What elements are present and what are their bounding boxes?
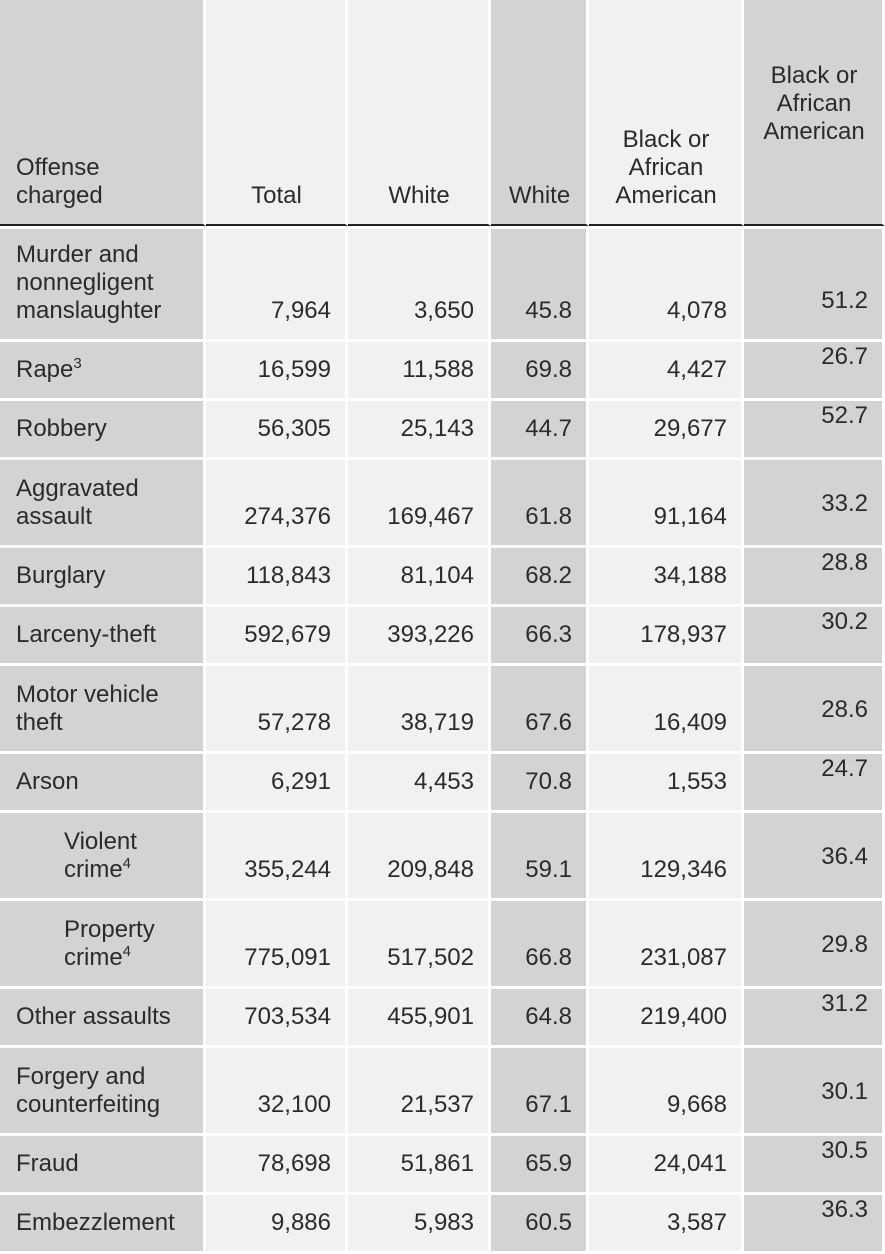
black-percent-cell-text: 52.7 <box>821 402 868 429</box>
offense-cell <box>0 813 206 901</box>
black-percent-cell <box>744 1048 885 1136</box>
total-cell <box>206 401 348 460</box>
black-count-cell <box>589 342 744 401</box>
white-percent-cell-text: 60.5 <box>525 1209 572 1236</box>
offense-cell-text: Other assaults <box>16 1003 171 1030</box>
black-percent-cell-text: 30.2 <box>821 608 868 635</box>
offense-cell-text: Rape <box>16 356 74 383</box>
black-percent-cell-text: 51.2 <box>821 287 868 314</box>
black-count-cell <box>589 1136 744 1195</box>
table-row <box>0 989 885 1048</box>
white-percent-cell <box>491 401 589 460</box>
black-percent-cell <box>744 1136 885 1195</box>
table-row <box>0 548 885 607</box>
total-cell-text: 78,698 <box>257 1150 331 1177</box>
total-cell <box>206 813 348 901</box>
total-cell-text: 56,305 <box>257 415 331 442</box>
table-row <box>0 666 885 754</box>
white-count-cell-text: 169,467 <box>387 503 474 530</box>
white-percent-cell <box>491 548 589 607</box>
total-cell-text: 16,599 <box>257 356 331 383</box>
total-cell <box>206 342 348 401</box>
black-count-cell <box>589 607 744 666</box>
black-percent-cell <box>744 401 885 460</box>
black-percent-cell-text: 36.4 <box>821 843 868 870</box>
header-row <box>0 0 885 226</box>
total-cell <box>206 1048 348 1136</box>
table-row <box>0 460 885 548</box>
black-percent-cell <box>744 226 885 342</box>
offense-cell-text: Embezzlement <box>16 1209 175 1236</box>
offense-cell <box>0 607 206 666</box>
total-cell <box>206 754 348 813</box>
black-percent-cell <box>744 342 885 401</box>
black-percent-cell <box>744 813 885 901</box>
white-percent-cell-text: 66.3 <box>525 621 572 648</box>
header-total: Total <box>206 0 348 226</box>
white-count-cell-text: 51,861 <box>400 1150 474 1177</box>
table-row <box>0 342 885 401</box>
table-row <box>0 1136 885 1195</box>
footnote-marker: 3 <box>73 355 82 372</box>
black-count-cell <box>589 901 744 989</box>
offense-cell-text: Motor vehicle theft <box>16 681 159 736</box>
offense-cell-text: Arson <box>16 768 79 795</box>
black-percent-cell <box>744 989 885 1048</box>
white-count-cell <box>348 607 491 666</box>
offense-cell-text: Fraud <box>16 1150 79 1177</box>
white-count-cell-text: 517,502 <box>387 944 474 971</box>
offense-cell <box>0 460 206 548</box>
white-percent-cell-text: 69.8 <box>525 356 572 383</box>
white-count-cell <box>348 754 491 813</box>
black-percent-cell <box>744 754 885 813</box>
black-count-cell <box>589 666 744 754</box>
white-count-cell <box>348 460 491 548</box>
white-percent-cell-text: 66.8 <box>525 944 572 971</box>
white-count-cell-text: 11,588 <box>402 356 474 383</box>
offense-cell <box>0 1048 206 1136</box>
black-count-cell-text: 4,427 <box>666 356 727 383</box>
black-percent-cell <box>744 901 885 989</box>
white-percent-cell-text: 64.8 <box>525 1003 572 1030</box>
black-percent-cell-text: 30.5 <box>821 1137 868 1164</box>
black-percent-cell <box>744 607 885 666</box>
total-cell <box>206 460 348 548</box>
table-row <box>0 754 885 813</box>
table-row <box>0 1048 885 1136</box>
offense-cell-text: Larceny-theft <box>16 621 157 648</box>
black-count-cell-text: 178,937 <box>640 621 727 648</box>
white-percent-cell-text: 67.1 <box>525 1091 572 1118</box>
white-count-cell <box>348 1195 491 1254</box>
total-cell-text: 7,964 <box>270 297 331 324</box>
white-count-cell-text: 5,983 <box>413 1209 474 1236</box>
black-percent-cell-text: 33.2 <box>821 490 868 517</box>
white-percent-cell <box>491 1195 589 1254</box>
offense-cell <box>0 1195 206 1254</box>
white-count-cell <box>348 401 491 460</box>
total-cell-text: 6,291 <box>270 768 331 795</box>
white-percent-cell <box>491 1136 589 1195</box>
black-percent-cell-text: 36.3 <box>821 1196 868 1223</box>
white-percent-cell-text: 45.8 <box>525 297 572 324</box>
offense-cell-text: Property crime <box>64 916 155 971</box>
header-black-count: Black or African American <box>589 0 744 226</box>
black-percent-cell-text: 31.2 <box>821 990 868 1017</box>
offense-cell <box>0 401 206 460</box>
black-count-cell-text: 1,553 <box>666 768 727 795</box>
white-count-cell <box>348 901 491 989</box>
offense-cell-text: Robbery <box>16 415 107 442</box>
white-percent-cell <box>491 901 589 989</box>
white-count-cell-text: 21,537 <box>400 1091 474 1118</box>
total-cell <box>206 226 348 342</box>
white-count-cell <box>348 1136 491 1195</box>
offense-cell-text: Aggravated assault <box>16 475 139 530</box>
footnote-marker: 4 <box>122 855 132 872</box>
white-percent-cell <box>491 460 589 548</box>
offense-cell <box>0 989 206 1048</box>
white-percent-cell <box>491 666 589 754</box>
white-count-cell-text: 455,901 <box>387 1003 474 1030</box>
white-count-cell-text: 393,226 <box>387 621 474 648</box>
white-percent-cell-text: 68.2 <box>525 562 572 589</box>
black-count-cell-text: 231,087 <box>640 944 727 971</box>
white-count-cell <box>348 1048 491 1136</box>
total-cell-text: 32,100 <box>257 1091 331 1118</box>
total-cell-text: 775,091 <box>244 944 331 971</box>
white-percent-cell <box>491 342 589 401</box>
black-count-cell-text: 34,188 <box>653 562 727 589</box>
offense-cell <box>0 901 206 989</box>
white-count-cell-text: 4,453 <box>413 768 474 795</box>
white-count-cell-text: 3,650 <box>413 297 474 324</box>
black-count-cell-text: 3,587 <box>666 1209 727 1236</box>
offense-cell <box>0 226 206 342</box>
black-percent-cell-text: 26.7 <box>821 343 868 370</box>
total-cell <box>206 607 348 666</box>
total-cell-text: 355,244 <box>244 856 331 883</box>
white-count-cell-text: 38,719 <box>400 709 474 736</box>
table-row <box>0 226 885 342</box>
black-percent-cell <box>744 666 885 754</box>
total-cell <box>206 1195 348 1254</box>
total-cell-text: 57,278 <box>257 709 331 736</box>
black-percent-cell-text: 28.8 <box>821 549 868 576</box>
total-cell <box>206 1136 348 1195</box>
white-percent-cell-text: 70.8 <box>525 768 572 795</box>
total-cell <box>206 548 348 607</box>
total-cell-text: 592,679 <box>244 621 331 648</box>
white-count-cell-text: 25,143 <box>400 415 474 442</box>
black-count-cell <box>589 754 744 813</box>
offense-cell <box>0 548 206 607</box>
white-percent-cell-text: 59.1 <box>525 856 572 883</box>
white-count-cell-text: 209,848 <box>387 856 474 883</box>
offense-cell <box>0 754 206 813</box>
white-percent-cell-text: 61.8 <box>525 503 572 530</box>
black-count-cell-text: 219,400 <box>640 1003 727 1030</box>
offense-cell-text: Forgery and counterfeiting <box>16 1063 161 1118</box>
table-row <box>0 901 885 989</box>
total-cell-text: 703,534 <box>244 1003 331 1030</box>
header-white-percent: White <box>491 0 589 226</box>
white-percent-cell-text: 44.7 <box>525 415 572 442</box>
offense-cell-text: Burglary <box>16 562 106 589</box>
offense-cell-text: Murder and nonnegligent manslaughter <box>16 241 162 324</box>
offense-cell <box>0 1136 206 1195</box>
black-percent-cell-text: 24.7 <box>821 755 868 782</box>
black-count-cell-text: 91,164 <box>653 503 727 530</box>
black-percent-cell-text: 29.8 <box>821 931 868 958</box>
total-cell <box>206 901 348 989</box>
white-percent-cell <box>491 989 589 1048</box>
black-count-cell <box>589 813 744 901</box>
black-percent-cell <box>744 548 885 607</box>
black-count-cell <box>589 401 744 460</box>
table-row <box>0 1195 885 1254</box>
white-count-cell <box>348 989 491 1048</box>
black-percent-cell-text: 28.6 <box>821 696 868 723</box>
total-cell-text: 274,376 <box>244 503 331 530</box>
black-count-cell <box>589 1048 744 1136</box>
black-count-cell-text: 129,346 <box>640 856 727 883</box>
black-count-cell <box>589 989 744 1048</box>
black-count-cell-text: 16,409 <box>653 709 727 736</box>
header-white-count: White <box>348 0 491 226</box>
black-count-cell <box>589 460 744 548</box>
total-cell-text: 118,843 <box>246 562 331 589</box>
black-count-cell-text: 24,041 <box>653 1150 727 1177</box>
white-count-cell <box>348 548 491 607</box>
total-cell <box>206 989 348 1048</box>
white-count-cell-text: 81,104 <box>400 562 474 589</box>
black-percent-cell-text: 30.1 <box>821 1078 868 1105</box>
white-count-cell <box>348 666 491 754</box>
white-count-cell <box>348 342 491 401</box>
black-count-cell-text: 9,668 <box>666 1091 727 1118</box>
white-percent-cell <box>491 1048 589 1136</box>
black-count-cell-text: 4,078 <box>666 297 727 324</box>
white-count-cell <box>348 226 491 342</box>
white-percent-cell <box>491 754 589 813</box>
offense-cell <box>0 666 206 754</box>
header-black-percent: Black or African American <box>744 0 885 226</box>
white-percent-cell-text: 65.9 <box>525 1150 572 1177</box>
white-percent-cell-text: 67.6 <box>525 709 572 736</box>
white-percent-cell <box>491 607 589 666</box>
black-count-cell <box>589 548 744 607</box>
offense-cell-text: Violent crime <box>64 828 137 883</box>
white-count-cell <box>348 813 491 901</box>
total-cell-text: 9,886 <box>270 1209 331 1236</box>
black-percent-cell <box>744 1195 885 1254</box>
white-percent-cell <box>491 813 589 901</box>
table-row <box>0 813 885 901</box>
total-cell <box>206 666 348 754</box>
black-count-cell <box>589 226 744 342</box>
black-percent-cell <box>744 460 885 548</box>
header-offense: Offense charged <box>0 0 206 226</box>
white-percent-cell <box>491 226 589 342</box>
table-row <box>0 401 885 460</box>
offense-cell <box>0 342 206 401</box>
black-count-cell-text: 29,677 <box>653 415 727 442</box>
table-body <box>0 226 885 1254</box>
black-count-cell <box>589 1195 744 1254</box>
footnote-marker: 4 <box>122 943 132 960</box>
table-row <box>0 607 885 666</box>
